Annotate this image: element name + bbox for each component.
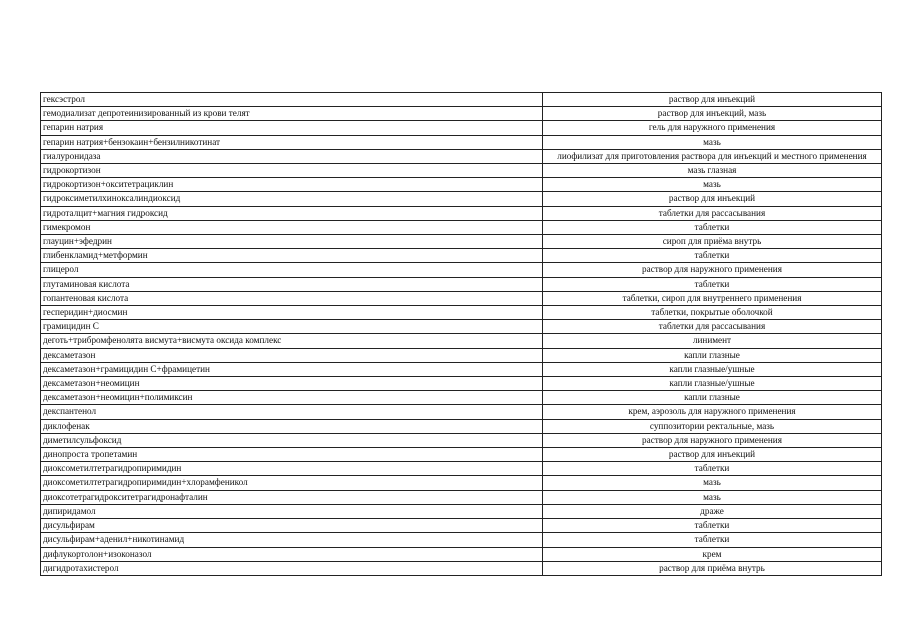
table-row [41, 362, 882, 376]
drug-table-body [41, 93, 882, 576]
dosage-form-cell: раствор для инъекций, мазь [543, 107, 882, 121]
table-row [41, 348, 882, 362]
dosage-form-cell: таблетки, сироп для внутреннего применения [543, 291, 882, 305]
table-row [41, 462, 882, 476]
dosage-form-cell: лиофилизат для приготовления раствора для инъекций и местного применения [543, 149, 882, 163]
table-row [41, 263, 882, 277]
table-row [41, 419, 882, 433]
dosage-form-cell: капли глазные [543, 391, 882, 405]
table-row [41, 306, 882, 320]
table-row [41, 320, 882, 334]
drug-name-cell: диоксотетрагидрокситетрагидронафталин [41, 490, 543, 504]
dosage-form-cell: линимент [543, 334, 882, 348]
table-row [41, 107, 882, 121]
dosage-form-cell: мазь [543, 476, 882, 490]
dosage-form-cell: таблетки [543, 249, 882, 263]
drug-name-cell: диклофенак [41, 419, 543, 433]
drug-name-cell: диоксометилтетрагидропиримидин+хлорамфеникол [41, 476, 543, 490]
drug-name-cell: дексаметазон+неомицин [41, 377, 543, 391]
dosage-form-cell: раствор для инъекций [543, 192, 882, 206]
dosage-form-cell: таблетки [543, 519, 882, 533]
table-row [41, 235, 882, 249]
dosage-form-cell: мазь [543, 135, 882, 149]
drug-name-cell: дисульфирам+аденил+никотинамид [41, 533, 543, 547]
table-row [41, 149, 882, 163]
drug-name-cell: гиалуронидаза [41, 149, 543, 163]
dosage-form-cell: раствор для приёма внутрь [543, 561, 882, 575]
drug-name-cell: диметилсульфоксид [41, 433, 543, 447]
table-row [41, 405, 882, 419]
drug-name-cell: гексэстрол [41, 93, 543, 107]
dosage-form-cell: таблетки для рассасывания [543, 320, 882, 334]
table-row [41, 277, 882, 291]
table-row [41, 391, 882, 405]
drug-name-cell: дигидротахистерол [41, 561, 543, 575]
table-row [41, 476, 882, 490]
table-row [41, 135, 882, 149]
table-row [41, 206, 882, 220]
table-row [41, 192, 882, 206]
drug-name-cell: дексаметазон+неомицин+полимиксин [41, 391, 543, 405]
table-row [41, 121, 882, 135]
table-row [41, 93, 882, 107]
dosage-form-cell: мазь [543, 490, 882, 504]
table-row [41, 249, 882, 263]
drug-name-cell: гепарин натрия [41, 121, 543, 135]
dosage-form-cell: гель для наружного применения [543, 121, 882, 135]
table-row [41, 547, 882, 561]
table-row [41, 178, 882, 192]
drug-name-cell: дексаметазон [41, 348, 543, 362]
drug-name-cell: деготь+трибромфенолята висмута+висмута оксида комплекс [41, 334, 543, 348]
dosage-form-cell: суппозитории ректальные, мазь [543, 419, 882, 433]
dosage-form-cell: раствор для инъекций [543, 93, 882, 107]
dosage-form-cell: раствор для инъекций [543, 448, 882, 462]
drug-name-cell: гидрокортизон+окситетрациклин [41, 178, 543, 192]
dosage-form-cell: капли глазные/ушные [543, 377, 882, 391]
drug-name-cell: гимекромон [41, 220, 543, 234]
drug-name-cell: грамицидин С [41, 320, 543, 334]
drug-name-cell: дисульфирам [41, 519, 543, 533]
dosage-form-cell: капли глазные [543, 348, 882, 362]
dosage-form-cell: таблетки [543, 277, 882, 291]
table-row [41, 164, 882, 178]
drug-name-cell: гидроксиметилхиноксалиндиоксид [41, 192, 543, 206]
table-row [41, 433, 882, 447]
table-row [41, 561, 882, 575]
dosage-form-cell: мазь глазная [543, 164, 882, 178]
drug-name-cell: дипиридамол [41, 504, 543, 518]
dosage-form-cell: крем [543, 547, 882, 561]
table-row [41, 448, 882, 462]
drug-name-cell: глауцин+эфедрин [41, 235, 543, 249]
drug-name-cell: гидрокортизон [41, 164, 543, 178]
table-row [41, 220, 882, 234]
dosage-form-cell: сироп для приёма внутрь [543, 235, 882, 249]
drug-name-cell: глибенкламид+метформин [41, 249, 543, 263]
table-row [41, 334, 882, 348]
dosage-form-cell: таблетки [543, 220, 882, 234]
drug-name-cell: глутаминовая кислота [41, 277, 543, 291]
dosage-form-cell: мазь [543, 178, 882, 192]
dosage-form-cell: раствор для наружного применения [543, 433, 882, 447]
dosage-form-cell: крем, аэрозоль для наружного применения [543, 405, 882, 419]
drug-name-cell: гемодиализат депротеинизированный из крови телят [41, 107, 543, 121]
table-row [41, 490, 882, 504]
drug-name-cell: гидроталцит+магния гидроксид [41, 206, 543, 220]
drug-name-cell: дексаметазон+грамицидин С+фрамицетин [41, 362, 543, 376]
table-row [41, 533, 882, 547]
drug-name-cell: дифлукортолон+изоконазол [41, 547, 543, 561]
table-row [41, 504, 882, 518]
table-row [41, 291, 882, 305]
drug-name-cell: диоксометилтетрагидропиримидин [41, 462, 543, 476]
dosage-form-cell: таблетки [543, 462, 882, 476]
dosage-form-cell: капли глазные/ушные [543, 362, 882, 376]
drug-dosage-form-table [40, 92, 882, 576]
table-row [41, 377, 882, 391]
drug-name-cell: динопроста тропетамин [41, 448, 543, 462]
drug-name-cell: глицерол [41, 263, 543, 277]
dosage-form-cell: таблетки, покрытые оболочкой [543, 306, 882, 320]
drug-name-cell: гепарин натрия+бензокаин+бензилникотинат [41, 135, 543, 149]
dosage-form-cell: таблетки для рассасывания [543, 206, 882, 220]
drug-name-cell: гопантеновая кислота [41, 291, 543, 305]
dosage-form-cell: таблетки [543, 533, 882, 547]
table-row [41, 519, 882, 533]
drug-name-cell: декспантенол [41, 405, 543, 419]
dosage-form-cell: раствор для наружного применения [543, 263, 882, 277]
drug-name-cell: гесперидин+диосмин [41, 306, 543, 320]
dosage-form-cell: драже [543, 504, 882, 518]
